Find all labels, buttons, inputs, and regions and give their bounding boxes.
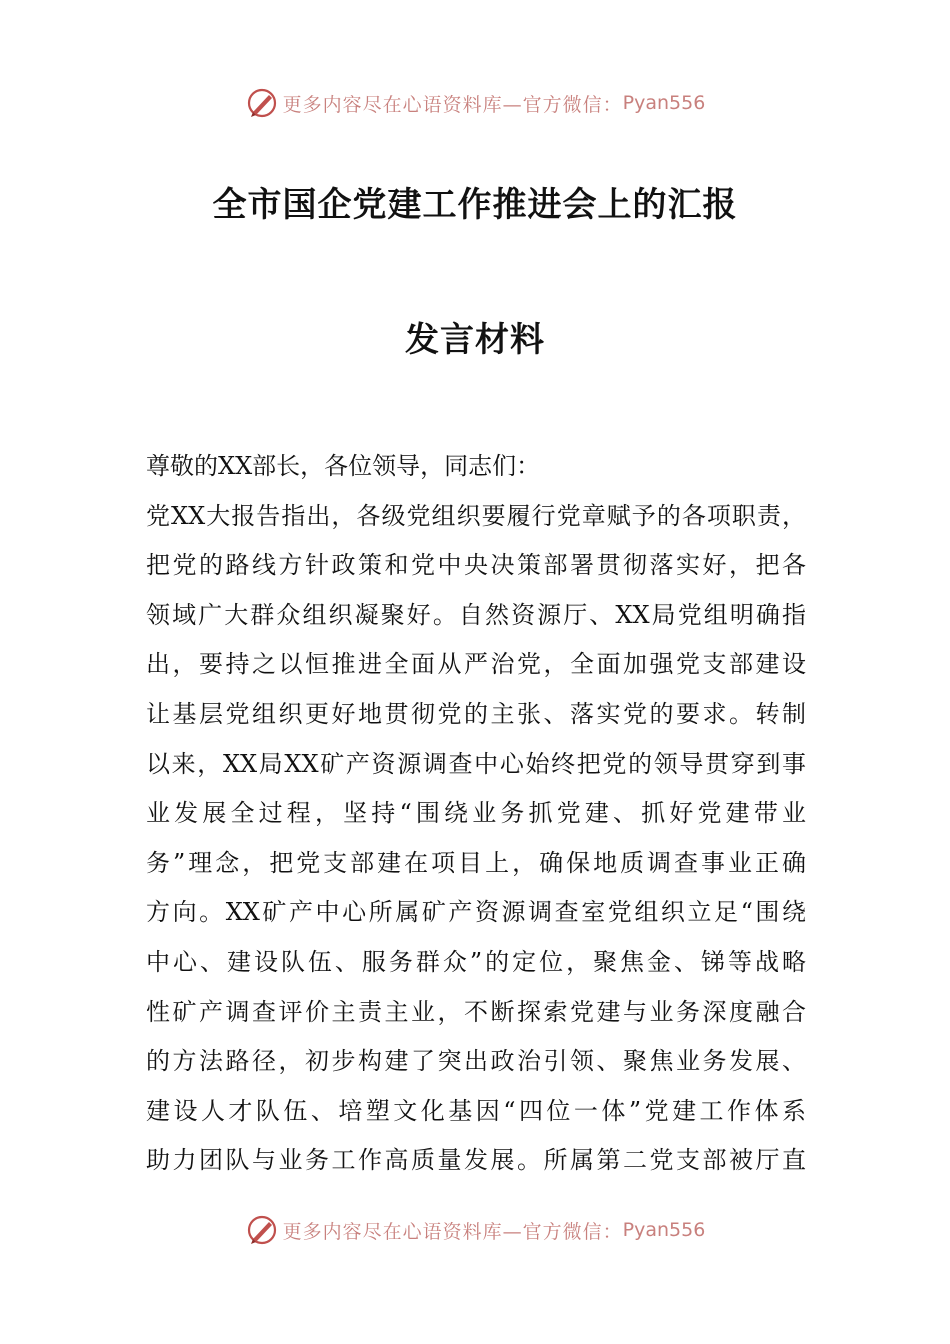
body-line: 领域广大群众组织凝聚好。自然资源厅、XX局党组明确指: [146, 600, 806, 629]
banner-prefix: 更多内容尽在心语资料库—官方微信：: [282, 93, 623, 116]
body-line: 方向。XX矿产中心所属矿产资源调查室党组织立足“围绕: [146, 898, 806, 927]
watermark-banner-top: [0, 83, 950, 123]
body-line: 性矿产调查评价主责主业，不断探索党建与业务深度融合: [146, 997, 806, 1026]
body-line: 把党的路线方针政策和党中央决策部署贯彻落实好，把各: [146, 551, 806, 580]
body-line: 党XX大报告指出，各级党组织要履行党章赋予的各项职责，: [146, 501, 806, 530]
body-line: 务”理念，把党支部建在项目上，确保地质调查事业正确: [146, 848, 806, 877]
document-title-line2: 发言材料: [405, 320, 545, 360]
body-line: 建设人才队伍、培塑文化基因“四位一体”党建工作体系: [146, 1096, 806, 1125]
body-line: 以来，XX局XX矿产资源调查中心始终把党的领导贯穿到事: [146, 749, 806, 778]
banner-wechat-id: Pyan556: [622, 1219, 706, 1241]
document-title-line1: 全市国企党建工作推进会上的汇报: [212, 185, 738, 225]
salutation: 尊敬的XX部长，各位领导，同志们：: [146, 452, 541, 480]
body-line: 的方法路径，初步构建了突出政治引领、聚焦业务发展、: [146, 1047, 806, 1076]
body-line: 业发展全过程，坚持“围绕业务抓党建、抓好党建带业: [146, 799, 806, 828]
body-line: 出，要持之以恒推进全面从严治党，全面加强党支部建设: [146, 650, 806, 679]
body-line: 中心、建设队伍、服务群众”的定位，聚焦金、锑等战略: [146, 947, 806, 976]
banner-wechat-id: Pyan556: [622, 92, 706, 114]
pen-logo-icon: [245, 86, 279, 120]
banner-prefix: 更多内容尽在心语资料库—官方微信：: [282, 1220, 623, 1243]
document-body: [146, 442, 806, 1186]
pen-logo-icon: [245, 1213, 279, 1247]
watermark-banner-bottom: [0, 1210, 950, 1250]
body-line: 让基层党组织更好地贯彻党的主张、落实党的要求。转制: [146, 699, 806, 728]
body-line: 助力团队与业务工作高质量发展。所属第二党支部被厅直: [146, 1146, 806, 1175]
